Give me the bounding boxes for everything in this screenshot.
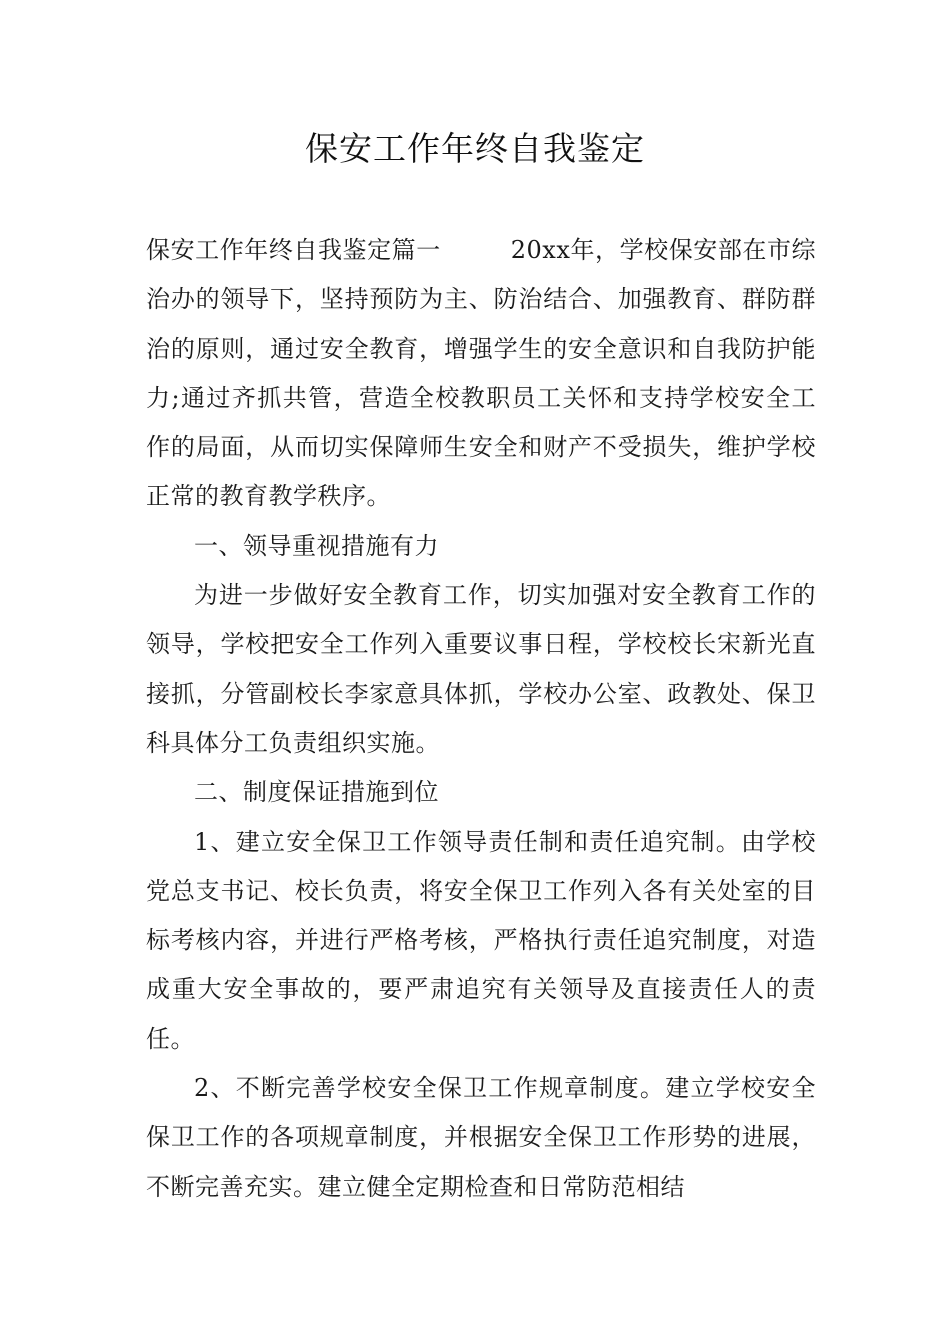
intro-label: 保安工作年终自我鉴定篇一 (146, 236, 441, 264)
intro-text: 20xx年，学校保安部在市综治办的领导下，坚持预防为主、防治结合、加强教育、群防群治的原则，通过安全教育，增强学生的安全意识和自我防护能力;通过齐抓共管，营造全校教职员工关怀和支持学校安全工作的局面，从而切实保障师生安全和财产不受损失，维护学校正常的教育教学秩序。 (146, 236, 817, 511)
document-body (146, 226, 816, 1212)
section1-paragraph: 为进一步做好安全教育工作，切实加强对安全教育工作的领导，学校把安全工作列入重要议事日程，学校校长宋新光直接抓，分管副校长李家意具体抓，学校办公室、政教处、保卫科具体分工负责组织实施。 (146, 581, 816, 757)
section2-heading: 二、制度保证措施到位 (194, 778, 439, 807)
intro-paragraph (146, 226, 816, 522)
section1-heading: 一、领导重视措施有力 (194, 531, 439, 560)
document-title: 保安工作年终自我鉴定 (305, 129, 645, 168)
item2-paragraph: 2、不断完善学校安全保卫工作规章制度。建立学校安全保卫工作的各项规章制度，并根据安全保卫工作形势的进展，不断完善充实。建立健全定期检查和日常防范相结 (146, 1074, 816, 1201)
item1-paragraph: 1、建立安全保卫工作领导责任制和责任追究制。由学校党总支书记、校长负责，将安全保卫工作列入各有关处室的目标考核内容，并进行严格考核，严格执行责任追究制度，对造成重大安全事故的，要严肃追究有关领导及直接责任人的责任。 (146, 827, 816, 1053)
